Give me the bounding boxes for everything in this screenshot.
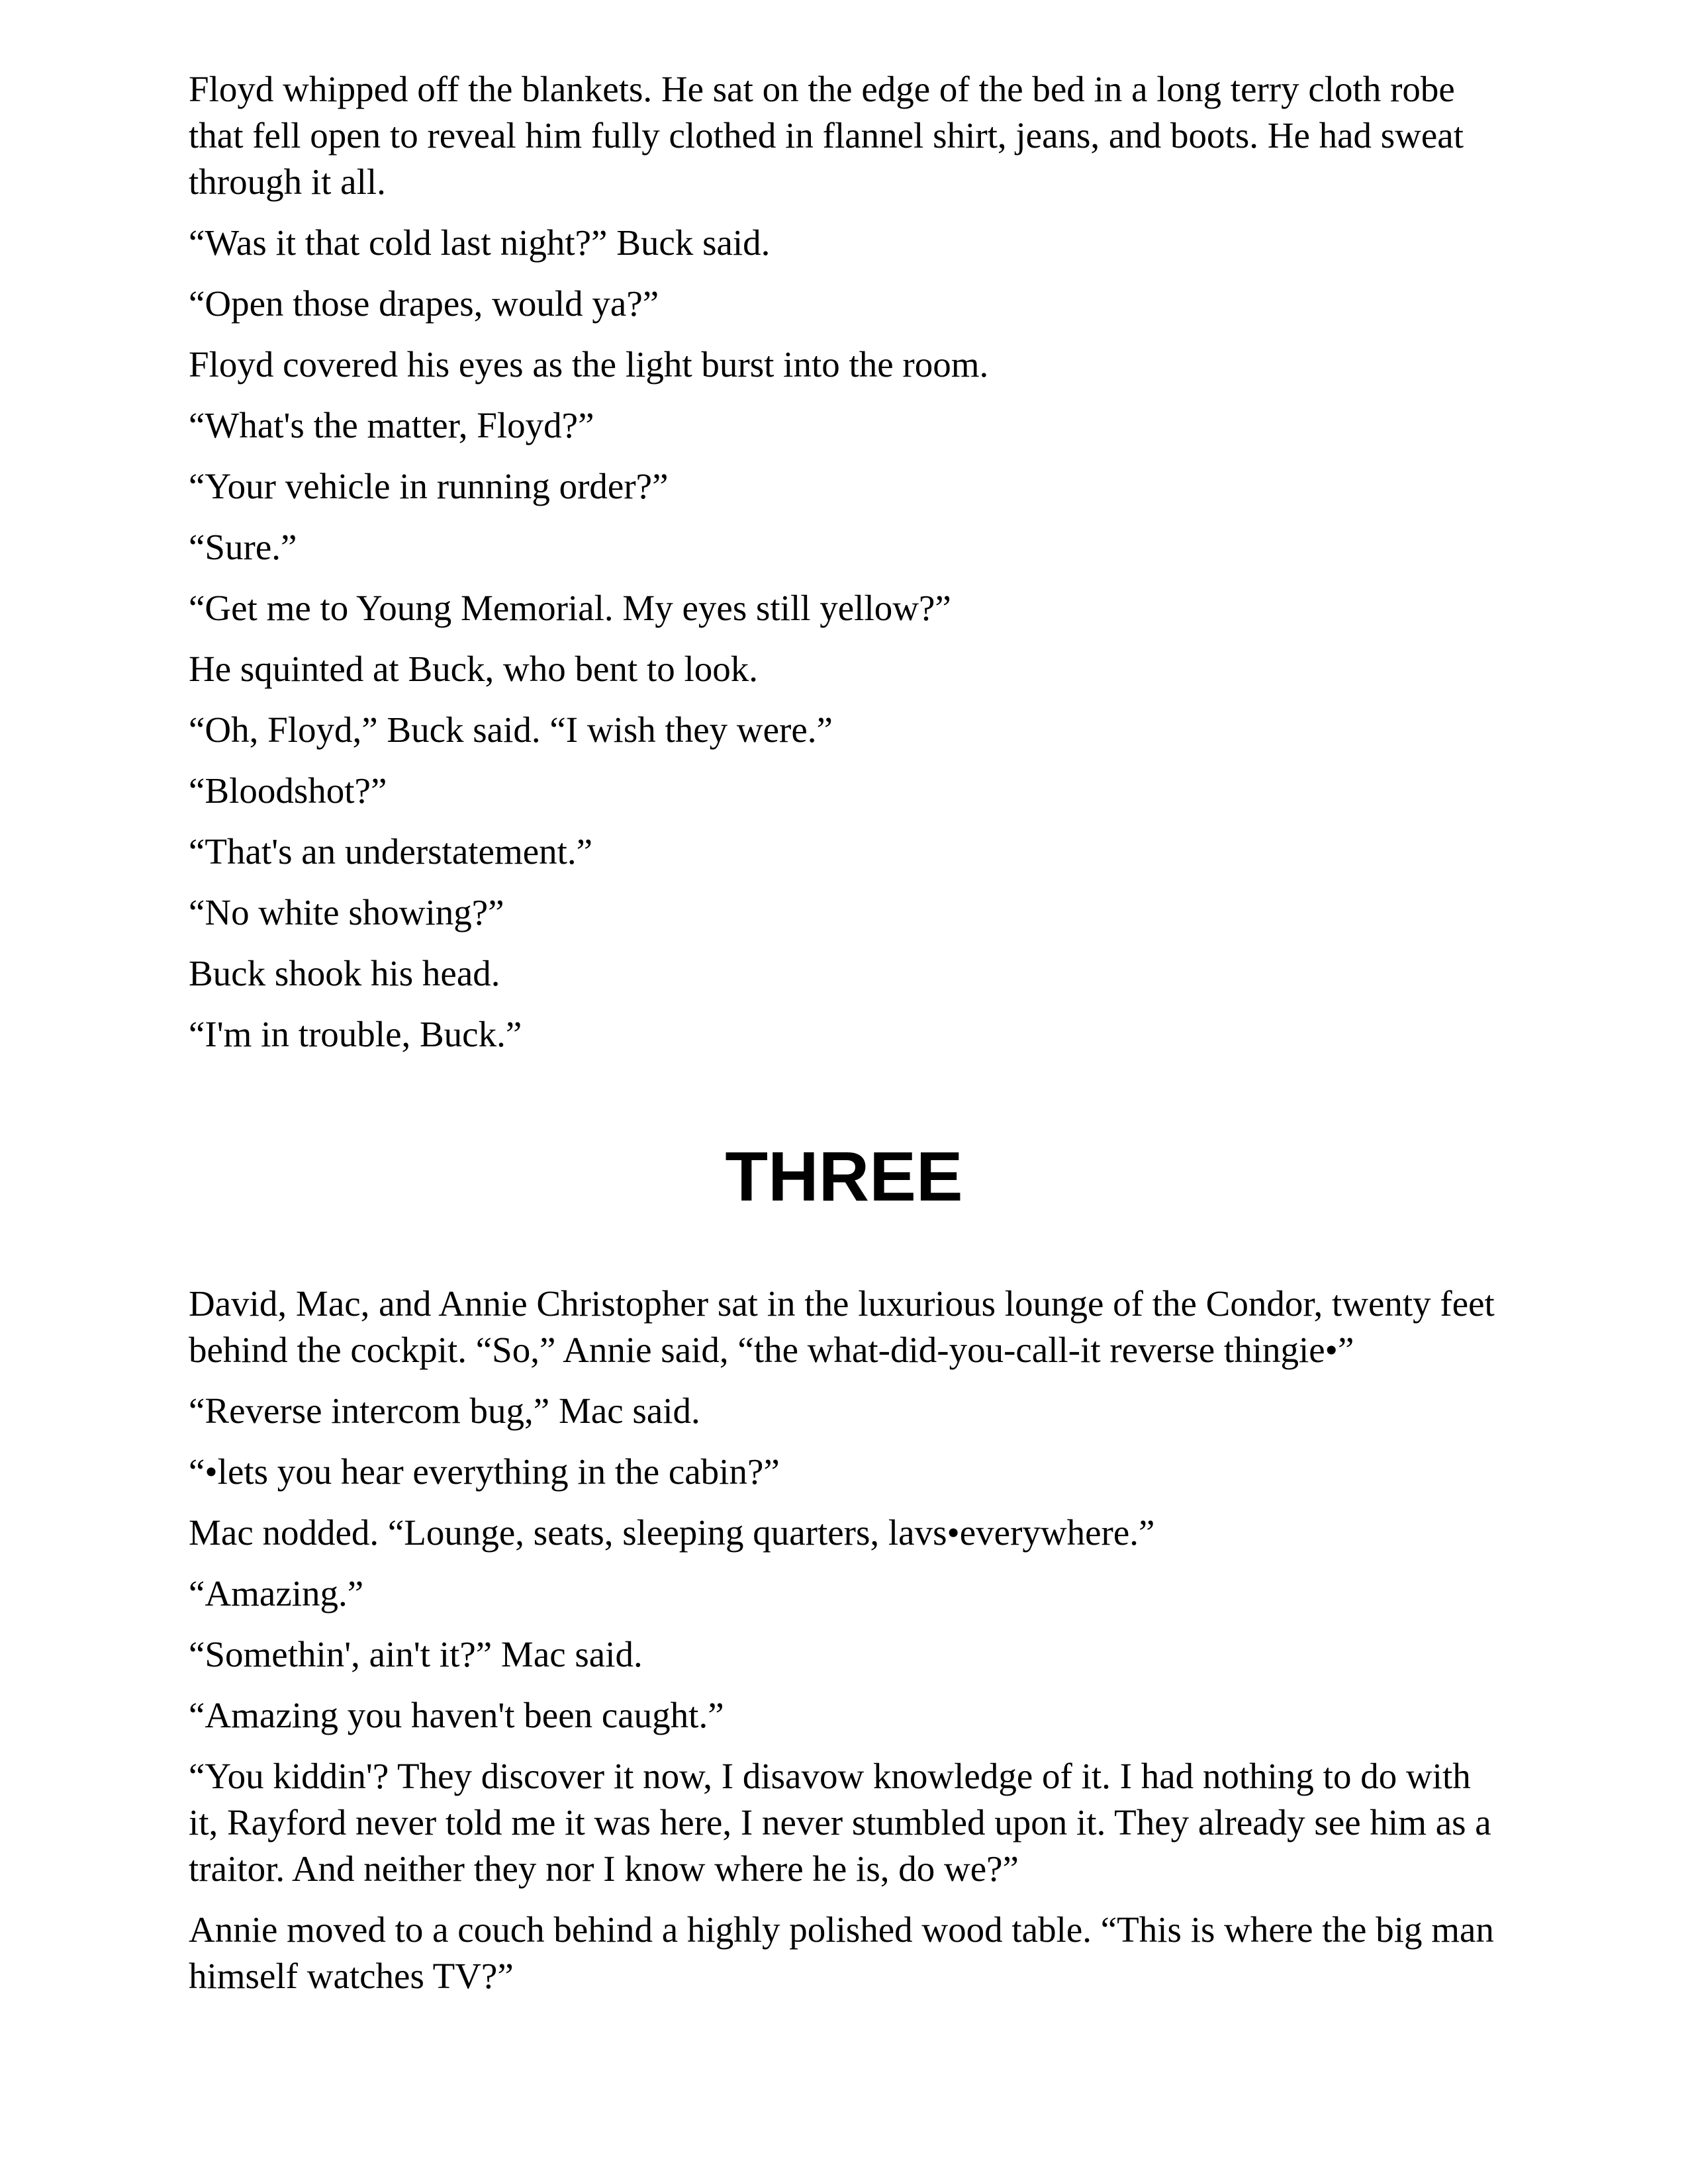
- text-section-after-chapter: [189, 1281, 1496, 2014]
- paragraph: “No white showing?”: [189, 892, 504, 933]
- paragraph: David, Mac, and Annie Christopher sat in the luxurious lounge of the Condor, twenty feet behind the cockpit. “So,” Annie said, “the what-did-you-call-it reverse thingie•”: [189, 1283, 1495, 1370]
- paragraph: “You kiddin'? They discover it now, I disavow knowledge of it. I had nothing to do with it, Rayford never told me it was here, I never stumbled upon it. They already see him as a traitor. And neither they nor I know where he is, do we?”: [189, 1756, 1491, 1889]
- paragraph: “Somethin', ain't it?” Mac said.: [189, 1634, 643, 1674]
- paragraph: Annie moved to a couch behind a highly polished wood table. “This is where the big man himself watches TV?”: [189, 1909, 1494, 1996]
- paragraph: “Amazing.”: [189, 1573, 364, 1614]
- text-section-before-chapter: [189, 66, 1496, 1072]
- paragraph: Buck shook his head.: [189, 953, 500, 993]
- chapter-heading: THREE: [725, 1138, 963, 1216]
- paragraph: Floyd covered his eyes as the light burst into the room.: [189, 344, 989, 385]
- paragraph: “Open those drapes, would ya?”: [189, 283, 659, 324]
- paragraph: “Oh, Floyd,” Buck said. “I wish they were.”: [189, 709, 833, 750]
- paragraph: “I'm in trouble, Buck.”: [189, 1014, 522, 1054]
- paragraph: “That's an understatement.”: [189, 831, 593, 872]
- paragraph: “Reverse intercom bug,” Mac said.: [189, 1390, 700, 1431]
- paragraph: “Amazing you haven't been caught.”: [189, 1695, 724, 1735]
- paragraph: “•lets you hear everything in the cabin?”: [189, 1451, 780, 1492]
- paragraph: “What's the matter, Floyd?”: [189, 405, 594, 445]
- paragraph: He squinted at Buck, who bent to look.: [189, 649, 759, 689]
- paragraph: “Get me to Young Memorial. My eyes still yellow?”: [189, 588, 951, 628]
- paragraph: “Sure.”: [189, 527, 297, 567]
- paragraph: “Was it that cold last night?” Buck said.: [189, 222, 771, 263]
- paragraph: Mac nodded. “Lounge, seats, sleeping quarters, lavs•everywhere.”: [189, 1512, 1155, 1553]
- paragraph: “Bloodshot?”: [189, 770, 387, 811]
- paragraph: Floyd whipped off the blankets. He sat on the edge of the bed in a long terry cloth robe that fell open to reveal him fully clothed in flannel shirt, jeans, and boots. He had sweat through it all.: [189, 69, 1464, 202]
- paragraph: “Your vehicle in running order?”: [189, 466, 669, 506]
